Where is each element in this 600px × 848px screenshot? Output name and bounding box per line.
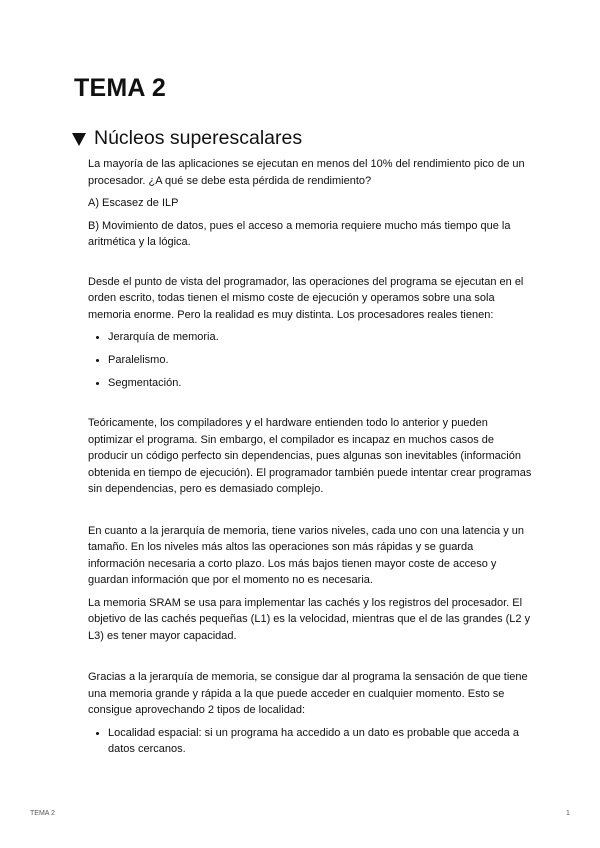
spacer [88,398,533,415]
footer-document-title: TEMA 2 [30,810,55,817]
features-list [88,329,533,392]
paragraph-intro-question: La mayoría de las aplicaciones se ejecutan en menos del 10% del rendimiento pico de un procesador. ¿A qué se debe esta pérdida de rendimiento? [88,158,525,187]
spacer [88,650,533,669]
paragraph-programmer-view: Desde el punto de vista del programador, las operaciones del programa se ejecutan en el orden escrito, todas tienen el mismo coste de ejecución y operamos sobre una sola memoria enorme. Pero la realidad es muy distinta. Los procesadores reales tienen: [88,275,524,321]
paragraph-compilers: Teóricamente, los compiladores y el hardware entienden todo lo anterior y pueden optimizar el programa. Sin embargo, el compilador es incapaz en muchos casos de producir un código perfecto sin dependencias, pues algunas son inevitables (información obtenida en tiempo de ejecución). El programador también puede intentar crear programas sin dependencias, pero es demasiado complejo. [88,417,532,495]
paragraph-locality-intro: Gracias a la jerarquía de memoria, se consigue dar al programa la sensación de que tiene una memoria grande y rápida a la que puede acceder en cualquier momento. Esto se consigue aprovechando 2 tipos de localidad: [88,671,528,716]
footer-page-number: 1 [566,810,570,817]
paragraph-answer-b: B) Movimiento de datos, pues el acceso a memoria requiere mucho más tiempo que la aritmética y la lógica. [88,219,511,248]
spacer [88,504,533,523]
list-item: • Segmentación. [108,375,533,392]
paragraph-memory-hierarchy: En cuanto a la jerarquía de memoria, tiene varios niveles, cada uno con una latencia y un tamaño. En los niveles más altos las operaciones son más rápidas y se guarda información necesaria a corto plazo. Los más bajos tienen mayor coste de acceso y guardan información que por el momento no es necesaria. [88,524,524,586]
spacer [88,257,533,274]
list-item: • Jerarquía de memoria. [108,329,533,346]
list-item: • Localidad espacial: si un programa ha accedido a un dato es probable que acceda a datos cercanos. [108,725,533,758]
paragraph-sram: La memoria SRAM se usa para implementar las cachés y los registros del procesador. El objetivo de las cachés pequeñas (L1) es la velocidad, mientras que el de las grandes (L2 y L3) es tener mayor capacidad. [88,596,531,642]
list-item: • Paralelismo. [108,352,533,369]
section-heading-text: Núcleos superescalares [94,127,303,149]
paragraph-answer-a: A) Escasez de ILP [88,197,179,209]
section-content [88,156,533,764]
toggle-triangle-icon[interactable] [72,133,86,146]
locality-list [88,725,533,758]
section-heading[interactable] [72,127,302,150]
document-title: TEMA 2 [74,74,166,102]
